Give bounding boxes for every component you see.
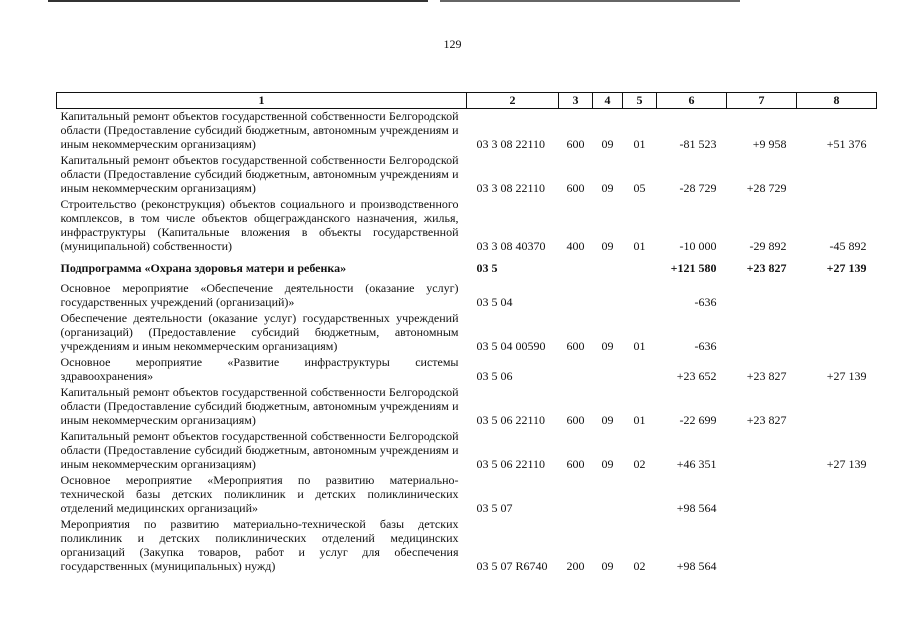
amount-col-8 bbox=[797, 385, 877, 429]
column-header: 6 bbox=[657, 93, 727, 109]
expense-type-code: 200 bbox=[566, 559, 585, 573]
row-description: Капитальный ремонт объектов государственной собственности Белгородской области (Предоставление субсидий бюджетным, автономным учреждениям и иным некоммерческим организациям) bbox=[60, 429, 459, 471]
row-description: Основное мероприятие «Развитие инфраструктуры системы здравоохранения» bbox=[60, 355, 459, 383]
section-code bbox=[593, 355, 623, 385]
expense-type-code bbox=[559, 473, 593, 517]
table-row bbox=[57, 355, 877, 385]
amount-col-8 bbox=[797, 517, 877, 575]
section-code: 09 bbox=[601, 339, 614, 353]
section-code: 09 bbox=[601, 413, 614, 427]
subsection-code: 01 bbox=[633, 137, 646, 151]
table-header-row bbox=[57, 93, 877, 109]
amount-col-6: +121 580 bbox=[670, 261, 717, 275]
table-row bbox=[57, 311, 877, 355]
amount-col-6: +23 652 bbox=[676, 369, 717, 383]
column-header: 4 bbox=[593, 93, 623, 109]
section-code: 09 bbox=[601, 457, 614, 471]
classification-code: 03 5 06 22110 bbox=[476, 457, 546, 471]
amount-col-7: +23 827 bbox=[746, 369, 787, 383]
row-description: Капитальный ремонт объектов государственной собственности Белгородской области (Предоставление субсидий бюджетным, автономным учреждениям и иным некоммерческим организациям) bbox=[60, 153, 459, 195]
amount-col-8 bbox=[797, 153, 877, 197]
table-row bbox=[57, 429, 877, 473]
table-row bbox=[57, 255, 877, 281]
amount-col-7: +9 958 bbox=[752, 137, 787, 151]
table-row bbox=[57, 153, 877, 197]
amount-col-8: -45 892 bbox=[829, 239, 867, 253]
amount-col-7 bbox=[727, 311, 797, 355]
amount-col-8: +27 139 bbox=[826, 457, 867, 471]
subsection-code: 02 bbox=[633, 457, 646, 471]
amount-col-7 bbox=[727, 517, 797, 575]
page-number: 129 bbox=[443, 37, 462, 51]
amount-col-6: -22 699 bbox=[679, 413, 717, 427]
amount-col-7: +28 729 bbox=[746, 181, 787, 195]
section-code bbox=[593, 255, 623, 281]
section-code bbox=[593, 281, 623, 311]
classification-code: 03 5 07 R6740 bbox=[476, 559, 548, 573]
table-row bbox=[57, 109, 877, 154]
subsection-code bbox=[623, 355, 657, 385]
amount-col-8: +51 376 bbox=[826, 137, 867, 151]
amount-col-7 bbox=[727, 429, 797, 473]
table-row bbox=[57, 197, 877, 255]
classification-code: 03 5 04 bbox=[476, 295, 513, 309]
scan-edge-line bbox=[48, 0, 428, 2]
expense-type-code: 600 bbox=[566, 339, 585, 353]
row-description: Строительство (реконструкция) объектов социального и производственного комплексов, в том числе объектов общегражданского назначения, жилья, инфраструктуры (Капитальные вложения в объекты государственной (муниципальной) собственности) bbox=[60, 197, 459, 253]
classification-code: 03 3 08 40370 bbox=[476, 239, 546, 253]
subsection-code: 02 bbox=[633, 559, 646, 573]
subsection-code bbox=[623, 281, 657, 311]
expense-type-code bbox=[559, 355, 593, 385]
row-description: Мероприятия по развитию материально-технической базы детских поликлиник и детских поликлинических отделений медицинских организаций (Закупка товаров, работ и услуг для обеспечения государственных (муниципальных) нужд) bbox=[60, 517, 459, 573]
table-row bbox=[57, 385, 877, 429]
subsection-code: 01 bbox=[633, 339, 646, 353]
section-code: 09 bbox=[601, 239, 614, 253]
classification-code: 03 5 04 00590 bbox=[476, 339, 546, 353]
subsection-code: 01 bbox=[633, 413, 646, 427]
amount-col-6: -81 523 bbox=[679, 137, 717, 151]
amount-col-7 bbox=[727, 281, 797, 311]
table-row bbox=[57, 473, 877, 517]
amount-col-7 bbox=[727, 473, 797, 517]
column-header: 8 bbox=[797, 93, 877, 109]
expense-type-code bbox=[559, 255, 593, 281]
classification-code: 03 3 08 22110 bbox=[476, 137, 546, 151]
subsection-code bbox=[623, 473, 657, 517]
classification-code: 03 5 06 bbox=[476, 369, 513, 383]
table-row bbox=[57, 281, 877, 311]
amount-col-7: +23 827 bbox=[746, 261, 787, 275]
row-description: Подпрограмма «Охрана здоровья матери и ребенка» bbox=[60, 261, 347, 275]
expense-type-code: 600 bbox=[566, 137, 585, 151]
amount-col-6: -10 000 bbox=[679, 239, 717, 253]
row-description: Капитальный ремонт объектов государственной собственности Белгородской области (Предоставление субсидий бюджетным, автономным учреждениям и иным некоммерческим организациям) bbox=[60, 385, 459, 427]
subsection-code: 01 bbox=[633, 239, 646, 253]
scan-edge-line bbox=[440, 0, 740, 2]
amount-col-6: -28 729 bbox=[679, 181, 717, 195]
subsection-code: 05 bbox=[633, 181, 646, 195]
column-header: 7 bbox=[727, 93, 797, 109]
table-row bbox=[57, 517, 877, 575]
expense-type-code: 600 bbox=[566, 457, 585, 471]
expense-type-code: 600 bbox=[566, 181, 585, 195]
amount-col-6: +46 351 bbox=[676, 457, 717, 471]
classification-code: 03 5 06 22110 bbox=[476, 413, 546, 427]
expense-type-code: 400 bbox=[566, 239, 585, 253]
amount-col-6: +98 564 bbox=[676, 501, 717, 515]
classification-code: 03 5 07 bbox=[476, 501, 513, 515]
budget-table bbox=[56, 92, 877, 575]
section-code: 09 bbox=[601, 559, 614, 573]
section-code bbox=[593, 473, 623, 517]
row-description: Капитальный ремонт объектов государственной собственности Белгородской области (Предоставление субсидий бюджетным, автономным учреждениям и иным некоммерческим организациям) bbox=[60, 109, 459, 151]
amount-col-8: +27 139 bbox=[826, 369, 867, 383]
amount-col-8 bbox=[797, 281, 877, 311]
row-description: Основное мероприятие «Мероприятия по развитию материально-технической базы детских поликлиник и детских поликлинических отделений медицинских организаций» bbox=[60, 473, 459, 515]
amount-col-8 bbox=[797, 311, 877, 355]
column-header: 1 bbox=[57, 93, 467, 109]
subsection-code bbox=[623, 255, 657, 281]
column-header: 3 bbox=[559, 93, 593, 109]
amount-col-6: -636 bbox=[694, 339, 717, 353]
section-code: 09 bbox=[601, 181, 614, 195]
column-header: 2 bbox=[467, 93, 559, 109]
amount-col-8: +27 139 bbox=[826, 261, 867, 275]
section-code: 09 bbox=[601, 137, 614, 151]
table-body bbox=[57, 109, 877, 576]
expense-type-code bbox=[559, 281, 593, 311]
amount-col-6: +98 564 bbox=[676, 559, 717, 573]
row-description: Обеспечение деятельности (оказание услуг) государственных учреждений (организаций) (Предоставление субсидий бюджетным, автономным учреждениям и иным некоммерческим организациям) bbox=[60, 311, 459, 353]
amount-col-7: +23 827 bbox=[746, 413, 787, 427]
amount-col-7: -29 892 bbox=[749, 239, 787, 253]
classification-code: 03 5 bbox=[476, 261, 498, 275]
classification-code: 03 3 08 22110 bbox=[476, 181, 546, 195]
row-description: Основное мероприятие «Обеспечение деятельности (оказание услуг) государственных учреждений (организаций)» bbox=[60, 281, 459, 309]
amount-col-6: -636 bbox=[694, 295, 717, 309]
column-header: 5 bbox=[623, 93, 657, 109]
expense-type-code: 600 bbox=[566, 413, 585, 427]
amount-col-8 bbox=[797, 473, 877, 517]
